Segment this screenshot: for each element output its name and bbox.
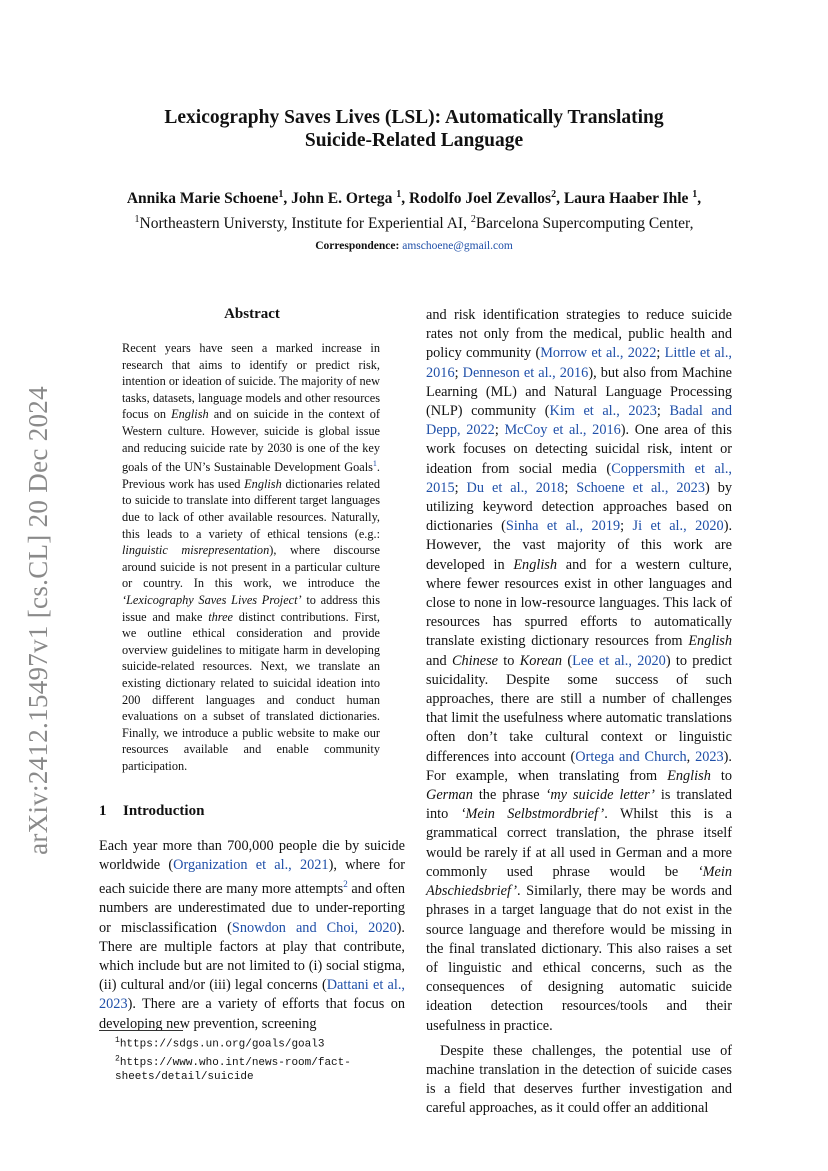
citation-link[interactable]: Ji et al., 2020: [632, 518, 724, 535]
citation-link[interactable]: Kim et al., 2023: [549, 403, 657, 420]
right-column-text: [426, 306, 732, 1119]
introduction-paragraph: Each year more than 700,000 people die by suicide worldwide (Organization et al., 2021), where for each suicide there are many more attempts$^2$ and often numbers are underestimated due to under-reporting or misclassification (Snowdon and Choi, 2020). There are multiple factors at play that contribute, which include but are not limited to (i) social stigma, (ii) cultural and/or (iii) legal concerns (Dattani et al., 2023). There are a variety of efforts that focus on developing new prevention, screening: [99, 838, 406, 1032]
abstract-body: Recent years have seen a marked increase in research that aims to identify or predict risk, intention or ideation of suicide. The majority of new tasks, datasets, language models and other resources focus on English and on suicide in the context of Western culture. However, suicide is global issue and reducing suicide rate by 2030 is one of the key goals of the UN’s Sustainable Development Goals$^1$. Previous work has used English dictionaries related to suicide to translate into different target languages due to lack of other available resources. Naturally, this leads to a variety of ethical tensions (e.g.: linguistic misrepresentation), where discourse around suicide is not present in a particular culture or country. In this work, we introduce the ‘Lexicography Saves Lives Project’ to address this issue and make three distinct contributions. First, we outline ethical consideration and provide overview guidelines to mitigate harm in developing suicide-related resources. Next, we translate an existing dictionary related to suicidal ideation into 200 different languages and conduct human evaluations on a subset of translated dictionaries. Finally, we introduce a public website to make our resources available and enable community participation.: [122, 341, 381, 773]
paper-title: [120, 106, 708, 152]
title-line-2: Suicide-Related Language: [304, 130, 524, 151]
citation-link[interactable]: Sinha et al., 2019: [505, 518, 621, 535]
affiliation-2: Barcelona Supercomputing Center,: [475, 215, 694, 233]
citation-link[interactable]: Badal and Depp, 2022: [426, 403, 732, 439]
right-paragraph-1: and risk identification strategies to reduce suicide rates not only from the medical, public health and policy community (Morrow et al., 2022; Little et al., 2016; Denneson et al., 2016), but also from Machine Learning (ML) and Natural Language Processing (NLP) community (Kim et al., 2023; Badal and Depp, 2022; McCoy et al., 2016). One area of this work focuses on detecting suicidal risk, intent or ideation from social media (Coppersmith et al., 2015; Du et al., 2018; Schoene et al., 2023) by utilizing keyword detection approaches based on dictionaries (Sinha et al., 2019; Ji et al., 2020). However, the vast majority of this work are developed in English and for a western culture, where fewer resources exist in other languages and close to none in low-resource languages. This lack of resources has spurred efforts to automatically translate existing dictionary resources from English and Chinese to Korean (Lee et al., 2020) to predict suicidality. Despite some success of such approaches, there are still a number of challenges that limit the usefulness where automatic translations often don’t take cultural context or linguistic differences into account (Ortega and Church, 2023). For example, when translating from English to German the phrase ‘my suicide letter’ is translated into ‘Mein Selbstmordbrief’. Whilst this is a grammatical correct translation, the phrase itself would be rarely if at all used in German and a more commonly used phrase would be ‘Mein Abschiedsbrief’. Similarly, there may be words and phrases in a target language that do not exist in the source language and therefore would be missing in the final translated dictionary. This also raises a set of linguistic and ethical concerns, such as the consequences of designing automatic suicide ideation detection resources/tools and their usefulness in practice.: [426, 307, 733, 1034]
author-1: Annika Marie Schoene: [126, 190, 279, 208]
footnote-2: $^2$https://www.who.int/news-room/fact-sheets/detail/suicide: [115, 1054, 351, 1084]
title-line-1: Lexicography Saves Lives (LSL): Automatically Translating: [164, 107, 664, 128]
citation-link[interactable]: Schoene et al., 2023: [576, 479, 705, 496]
author-names: Annika Marie Schoene$^1$, John E. Ortega $^1$, Rodolfo Joel Zevallos$^2$, Laura Haaber Ihle $^1$,: [126, 189, 702, 208]
correspondence-email-link[interactable]: amschoene@gmail.com: [402, 240, 513, 253]
footnote-2-url[interactable]: https://www.who.int/news-room/fact-sheets/detail/suicide: [115, 1056, 351, 1084]
footnote-1-url[interactable]: https://sdgs.un.org/goals/goal3: [119, 1038, 325, 1051]
footnote-ref-1[interactable]: 1: [372, 459, 377, 469]
author-block: [60, 184, 768, 257]
footnotes: [99, 1034, 405, 1085]
affiliation-1: Northeastern Universty, Institute for Experiential AI,: [139, 215, 471, 233]
abstract-heading: Abstract: [224, 306, 280, 322]
citation-link[interactable]: Ortega and Church: [575, 748, 687, 765]
citation-link[interactable]: Organization et al., 2021: [173, 857, 329, 874]
correspondence: Correspondence: amschoene@gmail.com: [315, 240, 513, 253]
citation-link[interactable]: Morrow et al., 2022: [540, 345, 657, 362]
citation-link[interactable]: Denneson et al., 2016: [462, 364, 589, 381]
citation-link[interactable]: Little et al., 2016: [426, 345, 732, 381]
author-3: Rodolfo Joel Zevallos: [408, 190, 552, 208]
footnote-ref-2[interactable]: 2: [343, 879, 348, 890]
citation-link[interactable]: Dattani et al., 2023: [99, 977, 405, 1013]
right-paragraph-2: Despite these challenges, the potential use of machine translation in the detection of suicide cases is a field that deserves further investigation and careful approaches, as it could offer an additional: [426, 1042, 732, 1117]
arxiv-identifier: arXiv:2412.15497v1 [cs.CL] 20 Dec 2024: [22, 385, 53, 855]
arxiv-identifier-sidebar: [18, 360, 58, 880]
citation-link[interactable]: Coppersmith et al., 2015: [426, 460, 732, 496]
citation-link[interactable]: Du et al., 2018: [466, 479, 565, 496]
footnote-divider: [99, 1030, 183, 1031]
citation-link[interactable]: Lee et al., 2020: [572, 652, 666, 669]
citation-link[interactable]: McCoy et al., 2016: [504, 422, 621, 439]
citation-link[interactable]: 2023: [695, 748, 724, 765]
section-heading-introduction: 1 Introduction: [99, 803, 205, 819]
author-4: Laura Haaber Ihle: [563, 190, 693, 208]
affiliations: $^1$Northeastern Universty, Institute for Experiential AI, $^2$Barcelona Supercomputing Center,: [134, 214, 694, 233]
citation-link[interactable]: Snowdon and Choi, 2020: [231, 919, 397, 936]
footnote-1: $^1$https://sdgs.un.org/goals/goal3: [115, 1036, 325, 1051]
author-2: John E. Ortega: [291, 190, 397, 208]
